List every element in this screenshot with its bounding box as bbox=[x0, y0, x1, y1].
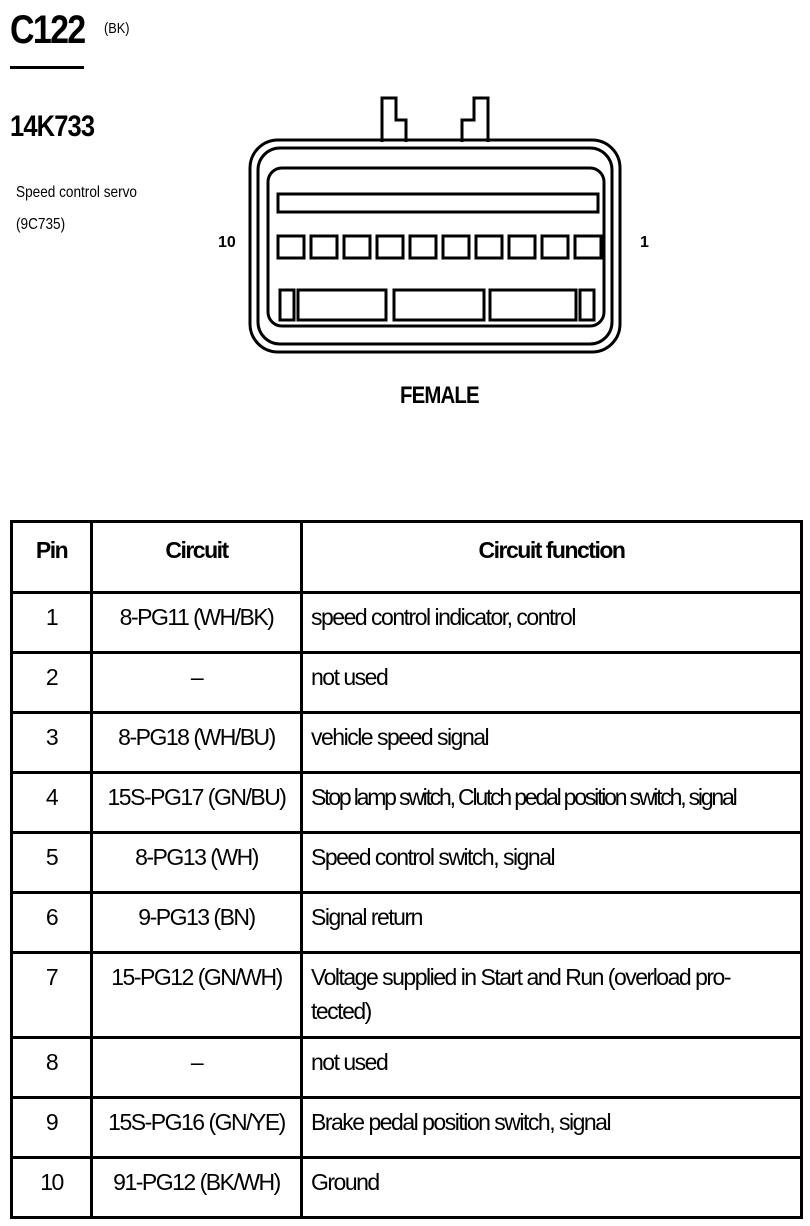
pin-cavity-6 bbox=[410, 236, 436, 258]
table-row bbox=[12, 773, 802, 833]
locking-tab-left bbox=[382, 98, 406, 142]
pin-cavity-5 bbox=[443, 236, 469, 258]
table-row bbox=[12, 1038, 802, 1098]
pin-number: 8 bbox=[12, 1038, 92, 1098]
circuit-function: Brake pedal position switch, signal bbox=[302, 1098, 802, 1158]
circuit-code: 9-PG13 (BN) bbox=[92, 893, 302, 953]
pin-cavity-1 bbox=[575, 236, 601, 258]
keying-slot-3 bbox=[490, 290, 576, 320]
keying-slot-2 bbox=[394, 290, 484, 320]
circuit-function: not used bbox=[302, 1038, 802, 1098]
pin-label-left: 10 bbox=[218, 234, 236, 251]
table-row bbox=[12, 953, 802, 1038]
circuit-code: 15S-PG16 (GN/YE) bbox=[92, 1098, 302, 1158]
pin-cavity-3 bbox=[509, 236, 535, 258]
pin-number: 2 bbox=[12, 653, 92, 713]
connector-face-diagram bbox=[240, 90, 640, 360]
circuit-function: Voltage supplied in Start and Run (overload pro-tected) bbox=[302, 953, 802, 1038]
pin-number: 6 bbox=[12, 893, 92, 953]
keying-slot-left-end bbox=[280, 290, 294, 320]
circuit-function: Stop lamp switch, Clutch pedal position switch, signal bbox=[302, 773, 802, 833]
component-description: Speed control servo bbox=[16, 184, 137, 201]
table-row bbox=[12, 1158, 802, 1218]
circuit-code: – bbox=[92, 1038, 302, 1098]
pin-number: 7 bbox=[12, 953, 92, 1038]
pin-table bbox=[10, 520, 803, 1219]
circuit-function: Speed control switch, signal bbox=[302, 833, 802, 893]
connector-id-underline bbox=[10, 66, 84, 69]
part-number: 14K733 bbox=[10, 110, 95, 143]
pin-cavity-2 bbox=[542, 236, 568, 258]
header-circuit-function: Circuit function bbox=[302, 522, 802, 593]
pin-number: 4 bbox=[12, 773, 92, 833]
circuit-code: 15S-PG17 (GN/BU) bbox=[92, 773, 302, 833]
pin-label-right: 1 bbox=[640, 234, 649, 251]
pin-cavity-10 bbox=[278, 236, 304, 258]
keying-slot-1 bbox=[298, 290, 386, 320]
circuit-function: speed control indicator, control bbox=[302, 593, 802, 653]
table-row bbox=[12, 653, 802, 713]
pin-number: 5 bbox=[12, 833, 92, 893]
pin-cavity-9 bbox=[311, 236, 337, 258]
header-pin: Pin bbox=[12, 522, 92, 593]
pin-number: 3 bbox=[12, 713, 92, 773]
table-row bbox=[12, 713, 802, 773]
table-row bbox=[12, 1098, 802, 1158]
circuit-code: 15-PG12 (GN/WH) bbox=[92, 953, 302, 1038]
pin-number: 10 bbox=[12, 1158, 92, 1218]
circuit-code: 8-PG11 (WH/BK) bbox=[92, 593, 302, 653]
header-circuit: Circuit bbox=[92, 522, 302, 593]
component-code: (9C735) bbox=[16, 216, 66, 233]
pin-number: 9 bbox=[12, 1098, 92, 1158]
circuit-code: 91-PG12 (BK/WH) bbox=[92, 1158, 302, 1218]
circuit-function: vehicle speed signal bbox=[302, 713, 802, 773]
circuit-code: 8-PG18 (WH/BU) bbox=[92, 713, 302, 773]
circuit-code: 8-PG13 (WH) bbox=[92, 833, 302, 893]
table-row bbox=[12, 593, 802, 653]
circuit-function: not used bbox=[302, 653, 802, 713]
connector-gender-label: FEMALE bbox=[400, 382, 479, 409]
locking-tab-right bbox=[462, 98, 488, 142]
top-slot bbox=[278, 194, 598, 212]
pin-cavity-8 bbox=[344, 236, 370, 258]
connector-id: C122 bbox=[10, 8, 85, 52]
keying-slot-right-end bbox=[580, 290, 594, 320]
table-row bbox=[12, 833, 802, 893]
circuit-function: Ground bbox=[302, 1158, 802, 1218]
connector-color-code: (BK) bbox=[104, 20, 130, 37]
pin-number: 1 bbox=[12, 593, 92, 653]
pin-cavity-7 bbox=[377, 236, 403, 258]
pin-table-header-row bbox=[12, 522, 802, 593]
pin-cavity-4 bbox=[476, 236, 502, 258]
circuit-function: Signal return bbox=[302, 893, 802, 953]
circuit-code: – bbox=[92, 653, 302, 713]
table-row bbox=[12, 893, 802, 953]
